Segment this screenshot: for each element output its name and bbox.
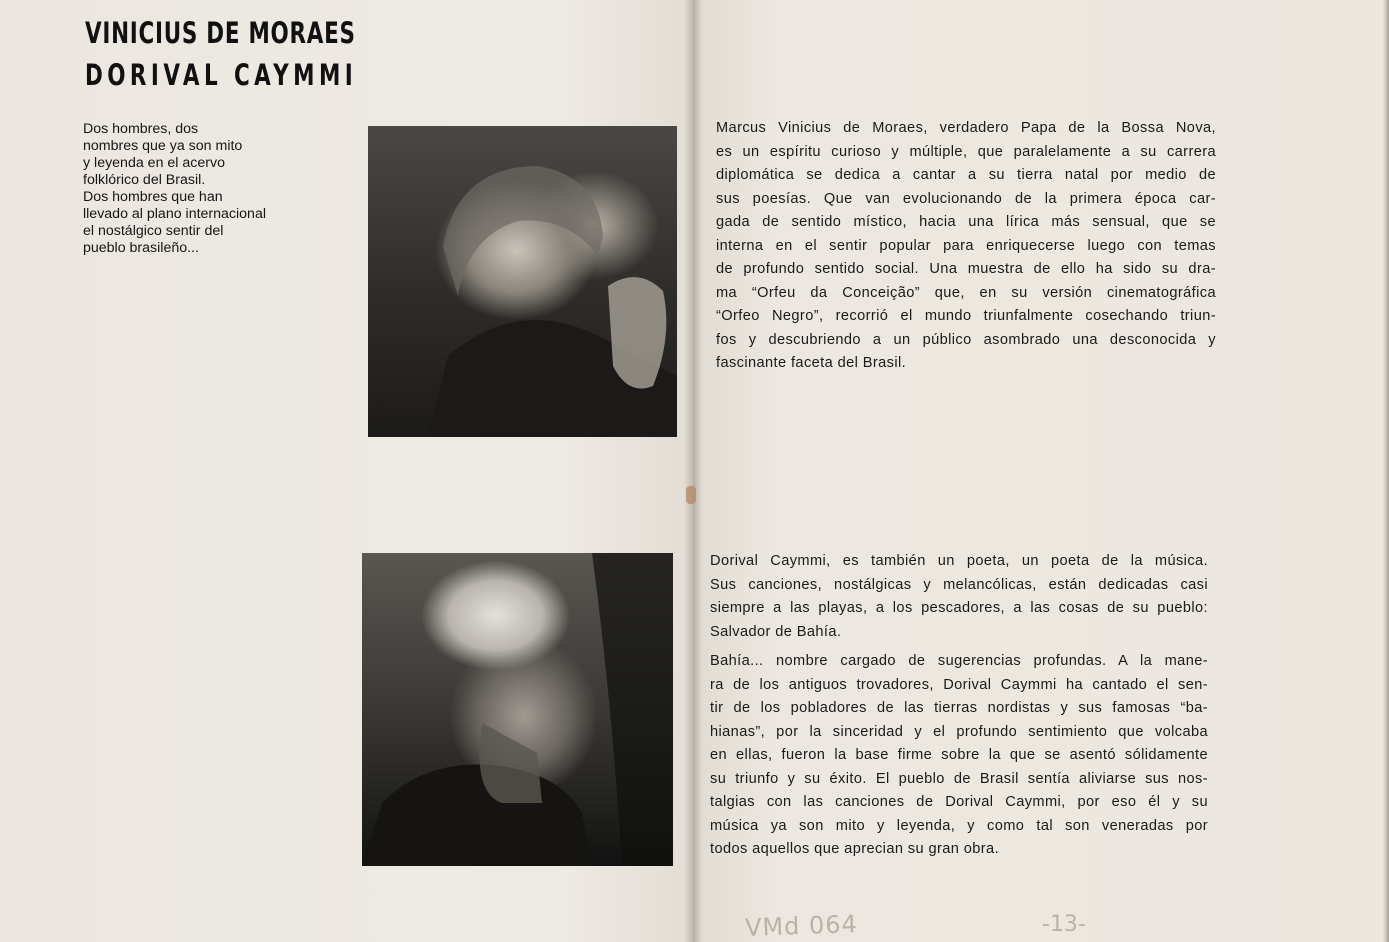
text-line: hianas”, por la sinceridad y el profundo sentimiento que volcaba <box>710 723 1208 740</box>
staple <box>686 486 696 504</box>
caymmi-biography <box>710 550 1208 862</box>
text-line: talgias con las canciones de Dorival Caymmi, por eso él y su <box>710 794 1208 810</box>
text-line: su triunfo y su éxito. El pueblo de Brasil sentía aliviarse sus nos- <box>710 770 1208 787</box>
text-line: música ya son mito y leyenda, y como tal son veneradas por <box>710 817 1208 834</box>
intro-line: pueblo brasileño... <box>83 240 199 256</box>
intro-line: y leyenda en el acervo <box>83 155 225 171</box>
text-line: Dorival Caymmi, es también un poeta, un poeta de la música. <box>710 553 1208 569</box>
intro-line: llevado al plano internacional <box>83 206 266 222</box>
text-line: ra de los antiguos trovadores, Dorival Caymmi ha cantado el sen- <box>710 676 1208 693</box>
page-edge-shadow <box>1383 0 1389 942</box>
text-line: fascinante faceta del Brasil. <box>716 355 907 371</box>
caymmi-portrait-photo <box>362 553 673 866</box>
vinicius-portrait-photo <box>368 126 677 437</box>
text-line: Marcus Vinicius de Moraes, verdadero Papa de la Bossa Nova, <box>716 120 1216 136</box>
vinicius-portrait-shapes <box>368 126 677 437</box>
text-line: Sus canciones, nostálgicas y melancólicas, están dedicadas casi <box>710 576 1208 593</box>
handwritten-archive-code: VMd 064 <box>744 910 859 942</box>
text-line: gada de sentido místico, hacia una lírica más sensual, que se <box>716 214 1216 230</box>
text-line: fos y descubriendo a un público asombrado una desconocida y <box>716 331 1216 348</box>
text-line: es un espíritu curioso y múltiple, que paralelamente a su carrera <box>716 143 1216 160</box>
intro-line: el nostálgico sentir del <box>83 223 224 239</box>
book-gutter <box>684 0 702 942</box>
title-caymmi: DORIVAL CAYMMI <box>85 58 358 92</box>
text-line: todos aquellos que aprecian su gran obra. <box>710 841 1000 857</box>
intro-line: nombres que ya son mito <box>83 138 243 154</box>
text-line: tir de los pobladores de las tierras nordistas y sus famosas “ba- <box>710 700 1208 716</box>
text-line: en ellas, fueron la base firme sobre la que se asentó sólidamente <box>710 747 1208 763</box>
intro-line: folklórico del Brasil. <box>83 172 206 188</box>
text-line: siempre a las playas, a los pescadores, a las cosas de su pueblo: <box>710 600 1208 616</box>
text-line: Bahía... nombre cargado de sugerencias profundas. A la mane- <box>710 653 1208 669</box>
title-vinicius: VINICIUS DE MORAES <box>85 16 356 50</box>
text-line: diplomática se dedica a cantar a su tierra natal por medio de <box>716 167 1216 183</box>
intro-line: Dos hombres que han <box>83 189 223 205</box>
intro-line: Dos hombres, dos <box>83 121 199 137</box>
page-number: -13- <box>1042 912 1086 937</box>
text-line: interna en el sentir popular para enriquecerse luego con temas <box>716 237 1216 254</box>
text-line: de profundo sentido social. Una muestra de ello ha sido su dra- <box>716 261 1216 277</box>
caymmi-portrait-shapes <box>362 553 673 866</box>
text-line: sus poesías. Que van evolucionando de la primera época car- <box>716 190 1216 207</box>
vinicius-biography <box>716 117 1216 376</box>
text-line: Salvador de Bahía. <box>710 623 842 640</box>
intro-text <box>83 121 343 257</box>
text-line: ma “Orfeu da Conceição” que, en su versión cinematográfica <box>716 284 1216 301</box>
text-line: “Orfeo Negro”, recorrió el mundo triunfalmente cosechando triun- <box>716 308 1216 324</box>
